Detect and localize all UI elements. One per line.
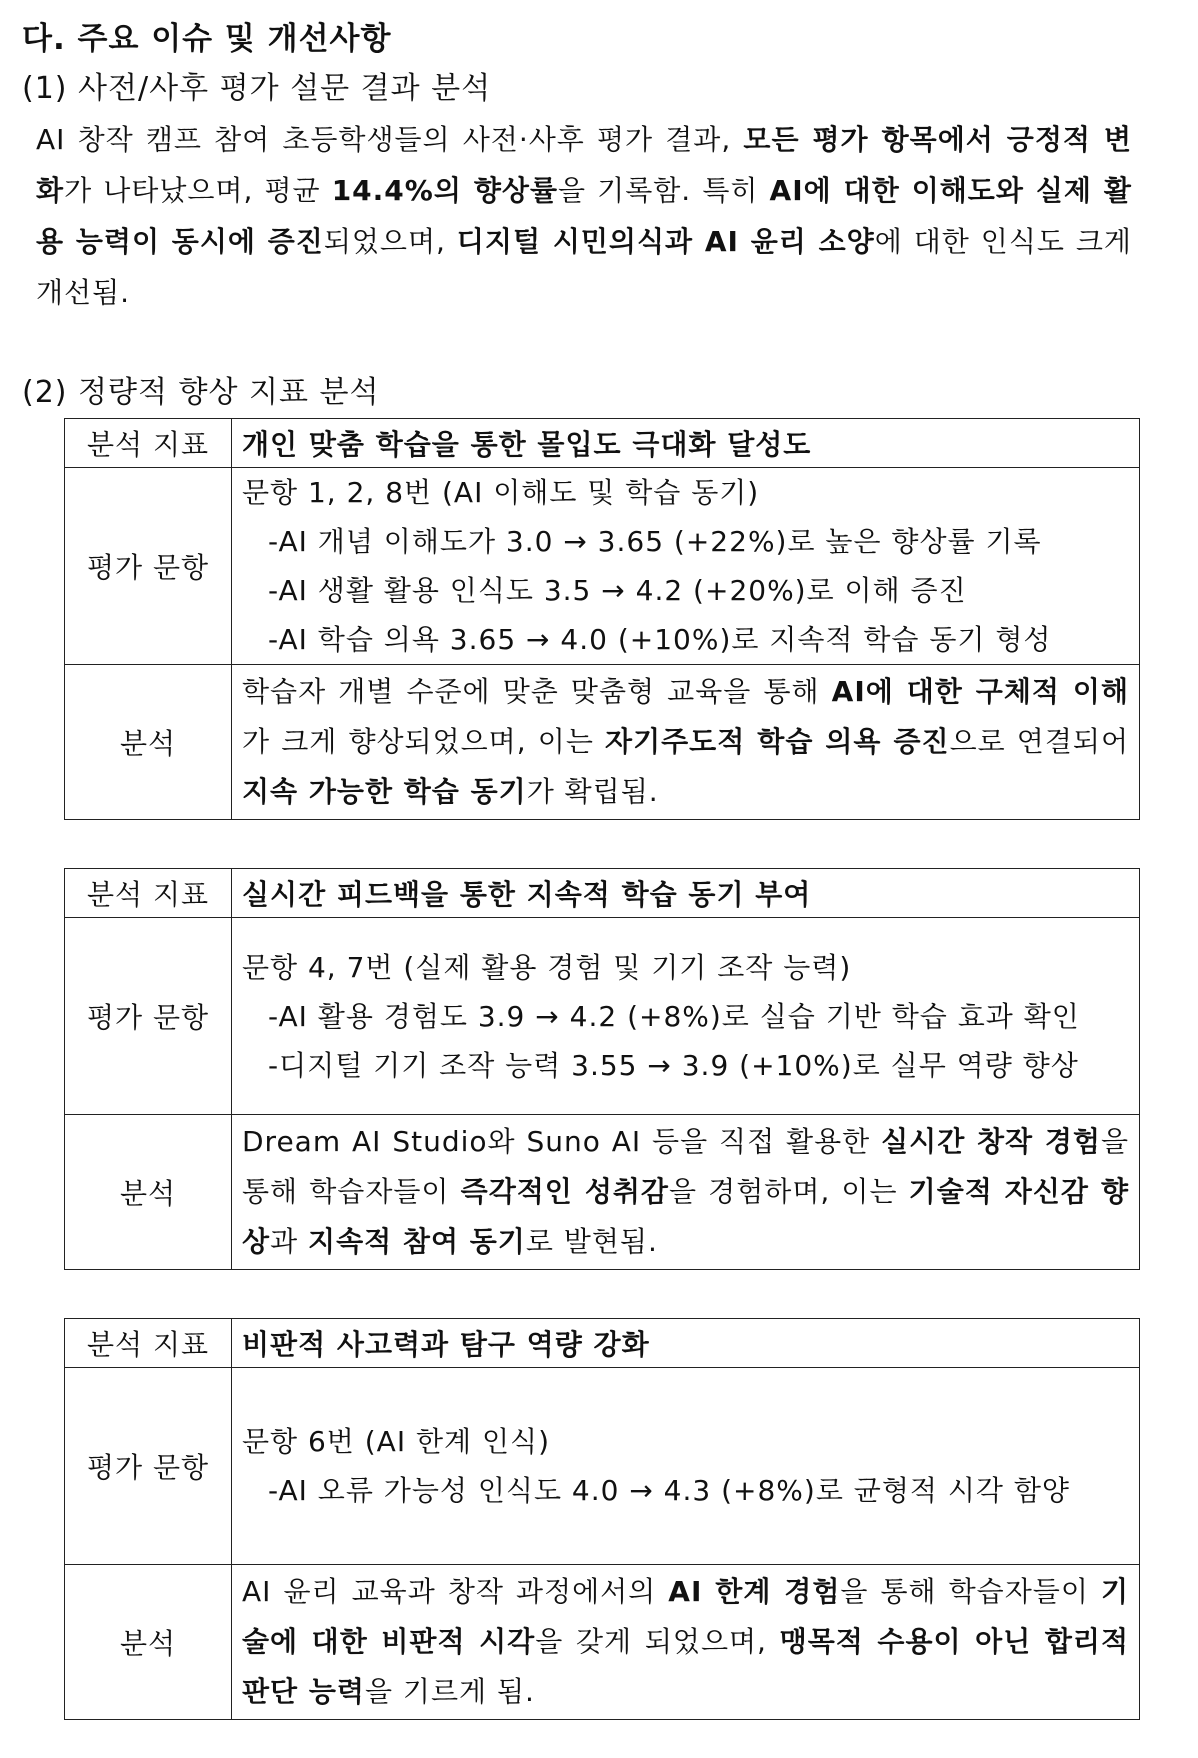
summary-run: 디지털 시민의식과 AI 윤리 소양 <box>456 225 875 258</box>
analysis-table-1 <box>64 418 1140 820</box>
analysis-run: 맹목적 수용이 아닌 합리적 판단 능력 <box>242 1625 1129 1708</box>
analysis-label: 분석 <box>65 1565 232 1720</box>
analysis-row <box>65 665 1140 820</box>
subsection-1-title: (1) 사전/사후 평가 설문 결과 분석 <box>22 71 492 106</box>
document-page <box>22 14 1132 1720</box>
analysis-run: 지속 가능한 학습 동기 <box>242 775 527 808</box>
analysis-run: 을 통해 학습자들이 <box>840 1575 1101 1608</box>
subsection-2-title: (2) 정량적 향상 지표 분석 <box>22 375 380 410</box>
analysis-run: 가 확립됨. <box>526 775 659 808</box>
analysis-text <box>242 665 1129 819</box>
items-header: 문항 6번 (AI 한계 인식) <box>242 1425 551 1458</box>
section-title: 다. 주요 이슈 및 개선사항 <box>22 21 392 57</box>
spacer <box>22 1270 1132 1318</box>
summary-run: AI 창작 캠프 참여 초등학생들의 사전·사후 평가 결과, <box>36 123 744 156</box>
analysis-table-3 <box>64 1318 1140 1720</box>
analysis-run: 기술에 대한 비판적 시각 <box>242 1575 1129 1658</box>
spacer <box>22 820 1132 868</box>
item-line: -AI 학습 의욕 3.65 → 4.0 (+10%)로 지속적 학습 동기 형성 <box>268 623 1052 656</box>
summary-run: 가 나타났으며, 평균 <box>64 174 332 207</box>
spacer <box>22 318 1132 368</box>
analysis-run: 을 통해 학습자들이 <box>242 1125 1130 1208</box>
items-row <box>65 918 1140 1115</box>
items-cell <box>232 918 1140 1115</box>
item-line: -AI 오류 가능성 인식도 4.0 → 4.3 (+8%)로 균형적 시각 함양 <box>268 1474 1070 1507</box>
summary-run: 되었으며, <box>323 225 457 258</box>
analysis-row <box>65 1565 1140 1720</box>
indicator-label: 분석 지표 <box>65 869 232 918</box>
indicator-row <box>65 1319 1140 1368</box>
analysis-run: 즉각적인 성취감 <box>460 1175 669 1208</box>
summary-run: 14.4%의 향상률 <box>331 174 558 207</box>
analysis-run: 로 발현됨. <box>525 1225 658 1258</box>
items-label: 평가 문항 <box>65 468 232 665</box>
analysis-run: 과 <box>270 1225 309 1258</box>
analysis-table-2 <box>64 868 1140 1270</box>
analysis-label: 분석 <box>65 1115 232 1270</box>
indicator-row <box>65 419 1140 468</box>
analysis-cell <box>232 665 1140 820</box>
analysis-row <box>65 1115 1140 1270</box>
analysis-run: AI 한계 경험 <box>668 1575 841 1608</box>
analysis-run: 자기주도적 학습 의욕 증진 <box>605 725 950 758</box>
items-cell <box>232 468 1140 665</box>
indicator-label: 분석 지표 <box>65 419 232 468</box>
analysis-text <box>242 1565 1129 1719</box>
summary-run: 모든 평가 항목에서 긍정적 변화 <box>36 123 1132 207</box>
analysis-run: 을 경험하며, 이는 <box>668 1175 909 1208</box>
analysis-run: 을 갖게 되었으며, <box>535 1625 780 1658</box>
item-line: -AI 활용 경험도 3.9 → 4.2 (+8%)로 실습 기반 학습 효과 확인 <box>268 999 1080 1033</box>
analysis-label: 분석 <box>65 665 232 820</box>
items-label: 평가 문항 <box>65 918 232 1115</box>
summary-run: AI에 대한 이해도와 실제 활용 능력이 동시에 증진 <box>36 174 1132 258</box>
indicator-row <box>65 869 1140 918</box>
analysis-run: 을 기르게 됨. <box>364 1675 535 1708</box>
summary-run: 에 대한 인식도 크게 개선됨. <box>36 225 1132 309</box>
analysis-run: Dream AI Studio와 Suno AI 등을 직접 활용한 <box>242 1125 882 1158</box>
analysis-run: 으로 연결되어 <box>949 725 1129 758</box>
analysis-text <box>242 1115 1129 1269</box>
items-header: 문항 4, 7번 (실제 활용 경험 및 기기 조작 능력) <box>242 950 852 984</box>
analysis-cell <box>232 1115 1140 1270</box>
analysis-run: 실시간 창작 경험 <box>881 1125 1101 1158</box>
items-cell <box>232 1368 1140 1565</box>
analysis-run: 학습자 개별 수준에 맞춘 맞춤형 교육을 통해 <box>242 675 832 708</box>
items-header: 문항 1, 2, 8번 (AI 이해도 및 학습 동기) <box>242 476 760 509</box>
analysis-run: AI에 대한 구체적 이해 <box>831 675 1130 708</box>
items-row <box>65 468 1140 665</box>
analysis-run: AI 윤리 교육과 창작 과정에서의 <box>242 1575 669 1608</box>
indicator-value: 개인 맞춤 학습을 통한 몰입도 극대화 달성도 <box>232 419 1140 468</box>
item-line: -AI 생활 활용 인식도 3.5 → 4.2 (+20%)로 이해 증진 <box>268 574 967 607</box>
analysis-run: 지속적 참여 동기 <box>308 1225 526 1258</box>
analysis-cell <box>232 1565 1140 1720</box>
indicator-label: 분석 지표 <box>65 1319 232 1368</box>
item-line: -AI 개념 이해도가 3.0 → 3.65 (+22%)로 높은 향상률 기록 <box>268 525 1042 558</box>
summary-paragraph <box>22 114 1132 318</box>
item-line: -디지털 기기 조작 능력 3.55 → 3.9 (+10%)로 실무 역량 향상 <box>268 1048 1079 1082</box>
indicator-value: 비판적 사고력과 탐구 역량 강화 <box>232 1319 1140 1368</box>
indicator-value: 실시간 피드백을 통한 지속적 학습 동기 부여 <box>232 869 1140 918</box>
summary-run: 을 기록함. 특히 <box>558 174 770 207</box>
items-row <box>65 1368 1140 1565</box>
items-label: 평가 문항 <box>65 1368 232 1565</box>
analysis-run: 기술적 자신감 향상 <box>242 1175 1129 1258</box>
analysis-run: 가 크게 향상되었으며, 이는 <box>242 725 606 758</box>
